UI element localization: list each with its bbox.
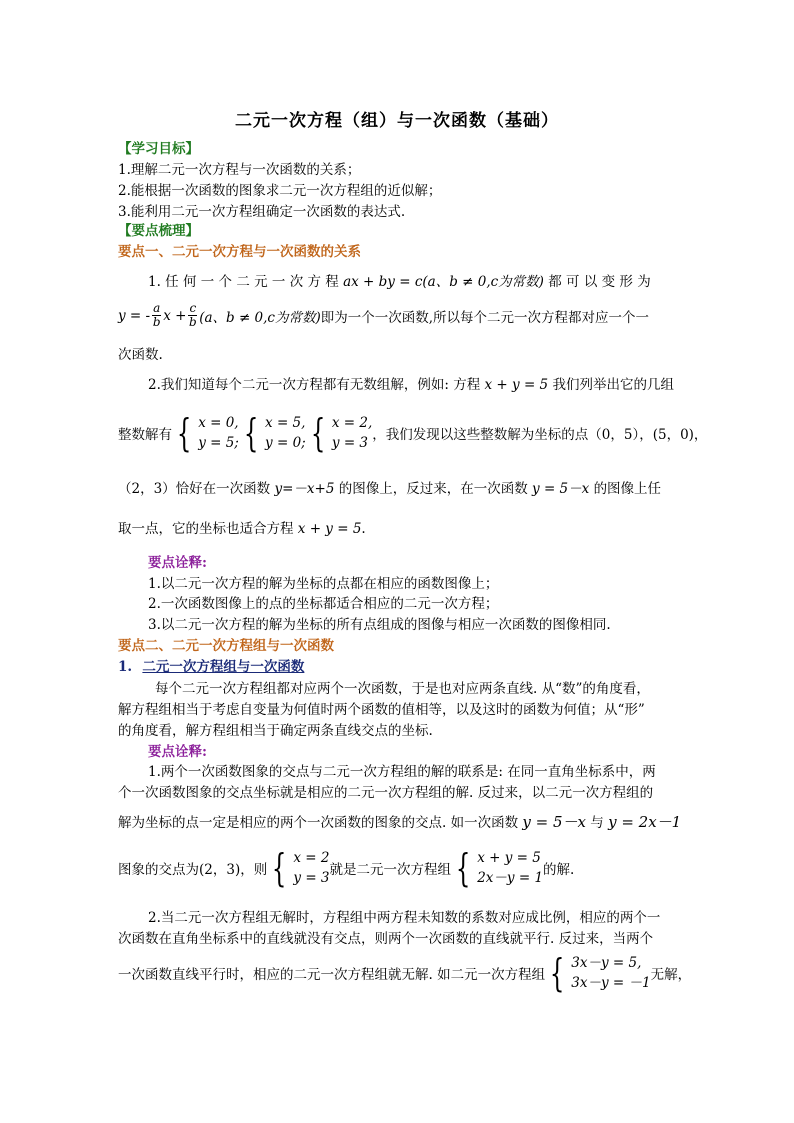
point2-para-line: 解方程组相当于考虑自变量为何值时两个函数的值相等，以及这时的函数为何值；从“形” — [118, 702, 645, 718]
system-line: x = 5, — [265, 415, 306, 431]
point2-subheading — [118, 655, 304, 675]
text: 与 — [590, 815, 604, 831]
brace-icon: { — [243, 411, 259, 455]
text: 取一点，它的坐标也适合方程 — [118, 521, 294, 537]
text: 2.我们知道每个二元一次方程都有无数组解，例如: 方程 — [148, 377, 481, 393]
goal-item: 2.能根据一次函数的图象求二元一次方程组的近似解； — [118, 183, 442, 199]
system-line: y = 0; — [265, 435, 306, 451]
point1-p2-line3 — [118, 477, 661, 497]
point1-p1-line2 — [118, 302, 649, 329]
brace-icon: { — [549, 951, 565, 995]
note2-heading: 要点诠释: — [148, 744, 207, 760]
text: 的解. — [543, 862, 575, 878]
text: 1. 任 何 一 个 二 元 一 次 方 程 — [148, 274, 339, 290]
brace-icon: { — [176, 411, 192, 455]
point1-p2-line4 — [118, 517, 366, 537]
note1-heading: 要点诠释: — [148, 555, 207, 571]
text: 图象的交点为(2，3)，则 — [118, 862, 268, 878]
note2-p1-line4 — [118, 848, 574, 888]
equation: x + — [163, 307, 187, 324]
text: 一次函数直线平行时，相应的二元一次方程组就无解. 如二元一次方程组 — [118, 967, 546, 983]
goal-item: 1.理解二元一次方程与一次函数的关系； — [118, 162, 361, 178]
point2-para-line: 的角度看，解方程组相当于确定两条直线交点的坐标. — [118, 723, 433, 739]
note-item: 2.一次函数图像上的点的坐标都适合相应的二元一次方程； — [148, 596, 499, 612]
text: ，我们发现以这些整数解为坐标的点（0，5），(5，0)， — [372, 427, 708, 443]
sub-number: 1. — [118, 659, 133, 675]
equation: x + y = 5 — [484, 377, 549, 393]
text: 即为一个一次函数,所以每个二元一次方程都对应一个一 — [320, 309, 650, 326]
equation: y = 2x－1 — [608, 813, 682, 831]
fraction — [188, 302, 197, 329]
equation-system — [267, 848, 329, 888]
goals-heading: 【学习目标】 — [118, 141, 199, 157]
point2-heading: 要点二、二元一次方程组与一次函数 — [118, 638, 334, 654]
system-line: x + y = 5 — [477, 850, 541, 866]
sub-title: 二元一次方程组与一次函数 — [142, 659, 305, 675]
text: 都 可 以 变 形 为 — [548, 274, 651, 290]
system-line: x = 0, — [198, 415, 239, 431]
fraction — [152, 302, 161, 329]
equation-system — [172, 413, 239, 453]
system-line: 2x－y = 1 — [477, 870, 544, 886]
equation: x + y = 5 — [297, 521, 362, 537]
equation: y = 5－x — [522, 813, 586, 831]
page-title: 二元一次方程（组）与一次函数（基础） — [235, 111, 559, 131]
equation-system — [306, 413, 373, 453]
note2-p2-line3 — [118, 953, 691, 993]
numerator: c — [189, 301, 197, 315]
text: 我们列举出它的几组 — [552, 377, 674, 393]
text: . — [361, 521, 366, 537]
equation: (a、b ≠ 0,c为常数) — [199, 309, 321, 326]
note2-p2-line: 次函数在直角坐标系中的直线就没有交点，则两个一次函数的直线就平行. 反过来，当两个 — [118, 931, 654, 947]
system-line: 3x－y = －1 — [571, 975, 651, 991]
note2-p1-line: 个一次函数图象的交点坐标就是相应的二元一次方程组的解. 反过来，以二元一次方程组的 — [118, 785, 654, 801]
goal-item: 3.能利用二元一次方程组确定一次函数的表达式. — [118, 204, 406, 220]
text: 的图像上，反过来，在一次函数 — [338, 481, 528, 497]
point1-p2-line1 — [148, 373, 674, 393]
brace-icon: { — [272, 846, 287, 890]
denominator: b — [188, 315, 197, 329]
system-line: y = 5; — [198, 435, 239, 451]
equation: y=－x+5 — [274, 481, 335, 497]
system-line: 3x－y = 5, — [571, 955, 642, 971]
text: 就是二元一次方程组 — [329, 862, 452, 878]
note2-p1-line: 1.两个一次函数图象的交点与二元一次方程组的解的联系是: 在同一直角坐标系中，两 — [148, 764, 656, 780]
review-heading: 【要点梳理】 — [118, 223, 199, 239]
system-line: x = 2 — [293, 850, 330, 866]
note-item: 3.以二元一次方程的解为坐标的所有点组成的图像与相应一次函数的图像相同. — [148, 617, 611, 633]
point2-para-line: 每个二元一次方程组都对应两个一次函数，于是也对应两条直线. 从“数”的角度看， — [155, 681, 650, 697]
point1-p1-line1 — [148, 270, 651, 290]
point1-heading: 要点一、二元一次方程与一次函数的关系 — [118, 244, 361, 260]
brace-icon: { — [310, 411, 326, 455]
text: 解为坐标的点一定是相应的两个一次函数的图象的交点. 如一次函数 — [118, 815, 519, 831]
equation: ax + by = c(a、b ≠ 0,c为常数) — [343, 274, 544, 290]
system-line: x = 2, — [331, 415, 373, 431]
equation-system — [451, 848, 543, 888]
equation: y = 5－x — [532, 481, 590, 497]
point1-p1-line3: 次函数. — [118, 347, 163, 363]
equation-system — [239, 413, 306, 453]
text: 整数解有 — [118, 427, 172, 443]
equation-system — [545, 953, 651, 993]
equation: y = - — [118, 307, 151, 324]
text: （2，3）恰好在一次函数 — [118, 481, 271, 497]
note2-p2-line: 2.当二元一次方程组无解时，方程组中两方程未知数的系数对应成比例，相应的两个一 — [148, 910, 661, 926]
note-item: 1.以二元一次方程的解为坐标的点都在相应的函数图像上； — [148, 576, 499, 592]
system-line: y = 3 — [293, 870, 330, 886]
text: 的图像上任 — [593, 481, 662, 497]
text: 无解， — [650, 967, 692, 983]
numerator: a — [153, 301, 161, 315]
system-line: y = 3 — [331, 435, 369, 451]
brace-icon: { — [455, 846, 471, 890]
point1-p2-line2 — [118, 413, 707, 453]
denominator: b — [152, 315, 161, 329]
note2-p1-line3 — [118, 811, 681, 832]
